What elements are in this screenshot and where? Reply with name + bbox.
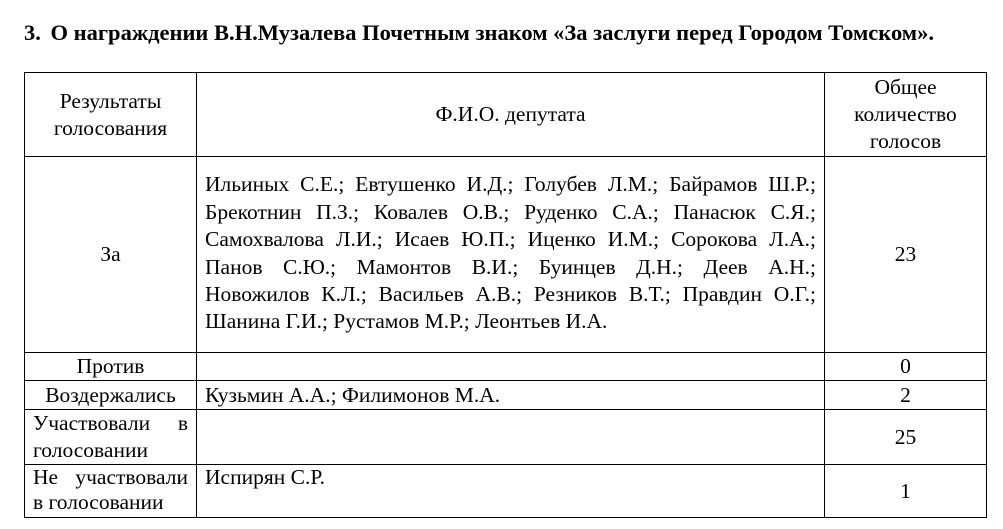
names-cell	[197, 410, 825, 465]
table-row	[25, 410, 987, 465]
result-cell: Воздержались	[25, 381, 197, 410]
table-row	[25, 465, 987, 518]
item-heading	[24, 20, 978, 45]
names-cell: Испирян С.Р.	[197, 465, 825, 518]
result-cell: Против	[25, 353, 197, 381]
total-cell: 1	[825, 465, 987, 518]
result-cell: Не участвовали в голосовании	[25, 465, 197, 518]
table-row	[25, 157, 987, 353]
voting-results-table	[24, 72, 987, 518]
total-cell: 0	[825, 353, 987, 381]
item-title: О награждении В.Н.Музалева Почетным знаком «За заслуги перед Городом Томском».	[50, 20, 934, 45]
total-cell: 25	[825, 410, 987, 465]
result-cell: Участвовали в голосовании	[25, 410, 197, 465]
column-header-total: Общее количество голосов	[825, 73, 987, 157]
total-cell: 2	[825, 381, 987, 410]
names-cell	[197, 353, 825, 381]
table-row	[25, 353, 987, 381]
names-cell: Ильиных С.Е.; Евтушенко И.Д.; Голубев Л.М.; Байрамов Ш.Р.; Брекотнин П.З.; Ковалев О.В.; Руденко С.А.; Панасюк С.Я.; Самохвалова Л.И.; Исаев Ю.П.; Иценко И.М.; Сорокова Л.А.; Панов С.Ю.; Мамонтов В.И.; Буинцев Д.Н.; Деев А.Н.; Новожилов К.Л.; Васильев А.В.; Резников В.Т.; Правдин О.Г.; Шанина Г.И.; Рустамов М.Р.; Леонтьев И.А.	[197, 157, 825, 353]
item-number: 3.	[24, 20, 41, 45]
table-row	[25, 381, 987, 410]
total-cell: 23	[825, 157, 987, 353]
column-header-result: Результаты голосования	[25, 73, 197, 157]
result-cell: За	[25, 157, 197, 353]
table-header-row	[25, 73, 987, 157]
names-cell: Кузьмин А.А.; Филимонов М.А.	[197, 381, 825, 410]
column-header-names: Ф.И.О. депутата	[197, 73, 825, 157]
